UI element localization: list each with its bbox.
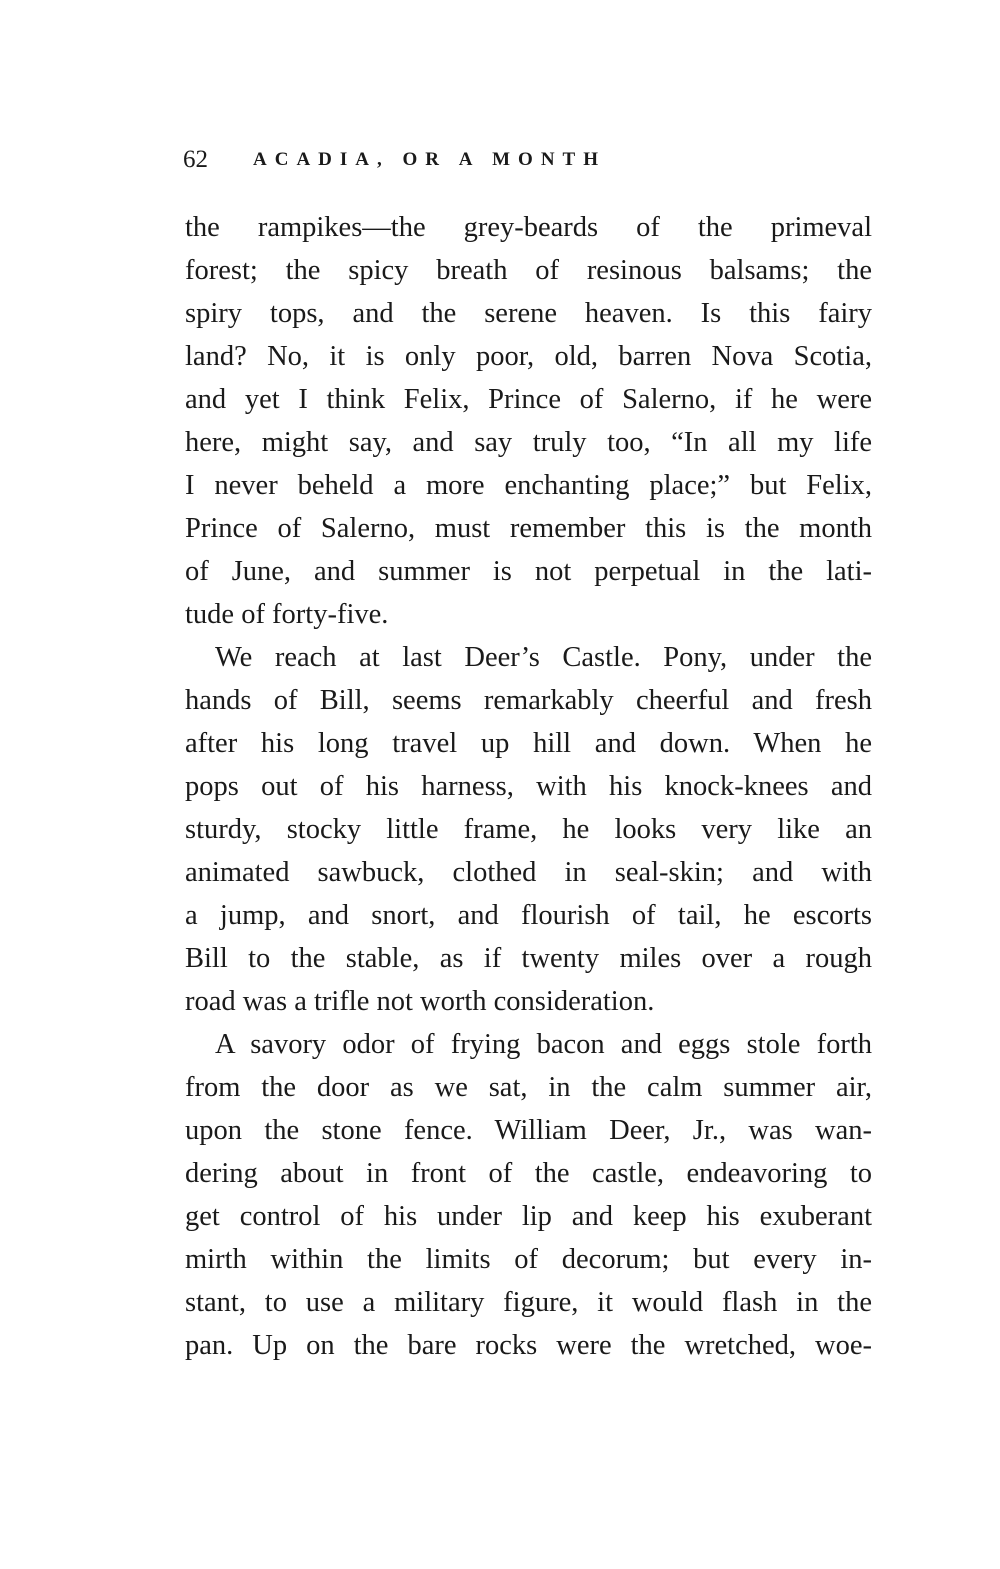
- text-line: after his long travel up hill and down. When he: [185, 728, 872, 759]
- text-line: dering about in front of the castle, endeavoring to: [185, 1158, 872, 1189]
- text-line: Prince of Salerno, must remember this is the month: [185, 513, 872, 544]
- text-line: road was a trifle not worth consideration.: [185, 986, 655, 1017]
- text-line: tude of forty-five.: [185, 599, 389, 630]
- text-line: Bill to the stable, as if twenty miles over a rough: [185, 943, 872, 974]
- text-line: sturdy, stocky little frame, he looks very like an: [185, 814, 872, 845]
- text-line: A savory odor of frying bacon and eggs stole forth: [215, 1029, 872, 1060]
- text-line: We reach at last Deer’s Castle. Pony, under the: [215, 642, 872, 673]
- text-line: upon the stone fence. William Deer, Jr., was wan-: [185, 1115, 872, 1146]
- text-line: here, might say, and say truly too, “In all my life: [185, 427, 872, 458]
- text-line: from the door as we sat, in the calm summer air,: [185, 1072, 872, 1103]
- text-line: mirth within the limits of decorum; but every in-: [185, 1244, 872, 1275]
- page-header: [183, 146, 873, 180]
- text-line: pan. Up on the bare rocks were the wretched, woe-: [185, 1330, 872, 1361]
- text-line: forest; the spicy breath of resinous balsams; the: [185, 255, 872, 286]
- body-text: [185, 206, 872, 1367]
- running-title: ACADIA, OR A MONTH: [253, 149, 607, 170]
- text-line: a jump, and snort, and flourish of tail, he escorts: [185, 900, 872, 931]
- text-line: land? No, it is only poor, old, barren Nova Scotia,: [185, 341, 872, 372]
- paragraph: [185, 636, 872, 1023]
- text-line: and yet I think Felix, Prince of Salerno, if he were: [185, 384, 872, 415]
- paragraph: [185, 206, 872, 636]
- text-line: get control of his under lip and keep his exuberant: [185, 1201, 872, 1232]
- text-line: stant, to use a military figure, it would flash in the: [185, 1287, 872, 1318]
- text-line: the rampikes—the grey-beards of the primeval: [185, 212, 872, 243]
- text-line: hands of Bill, seems remarkably cheerful and fresh: [185, 685, 872, 716]
- paragraph: [185, 1023, 872, 1367]
- text-line: animated sawbuck, clothed in seal-skin; and with: [185, 857, 872, 888]
- text-line: spiry tops, and the serene heaven. Is this fairy: [185, 298, 872, 329]
- page-number: 62: [183, 146, 208, 173]
- text-line: of June, and summer is not perpetual in the lati-: [185, 556, 872, 587]
- text-line: I never beheld a more enchanting place;” but Felix,: [185, 470, 872, 501]
- text-line: pops out of his harness, with his knock-knees and: [185, 771, 872, 802]
